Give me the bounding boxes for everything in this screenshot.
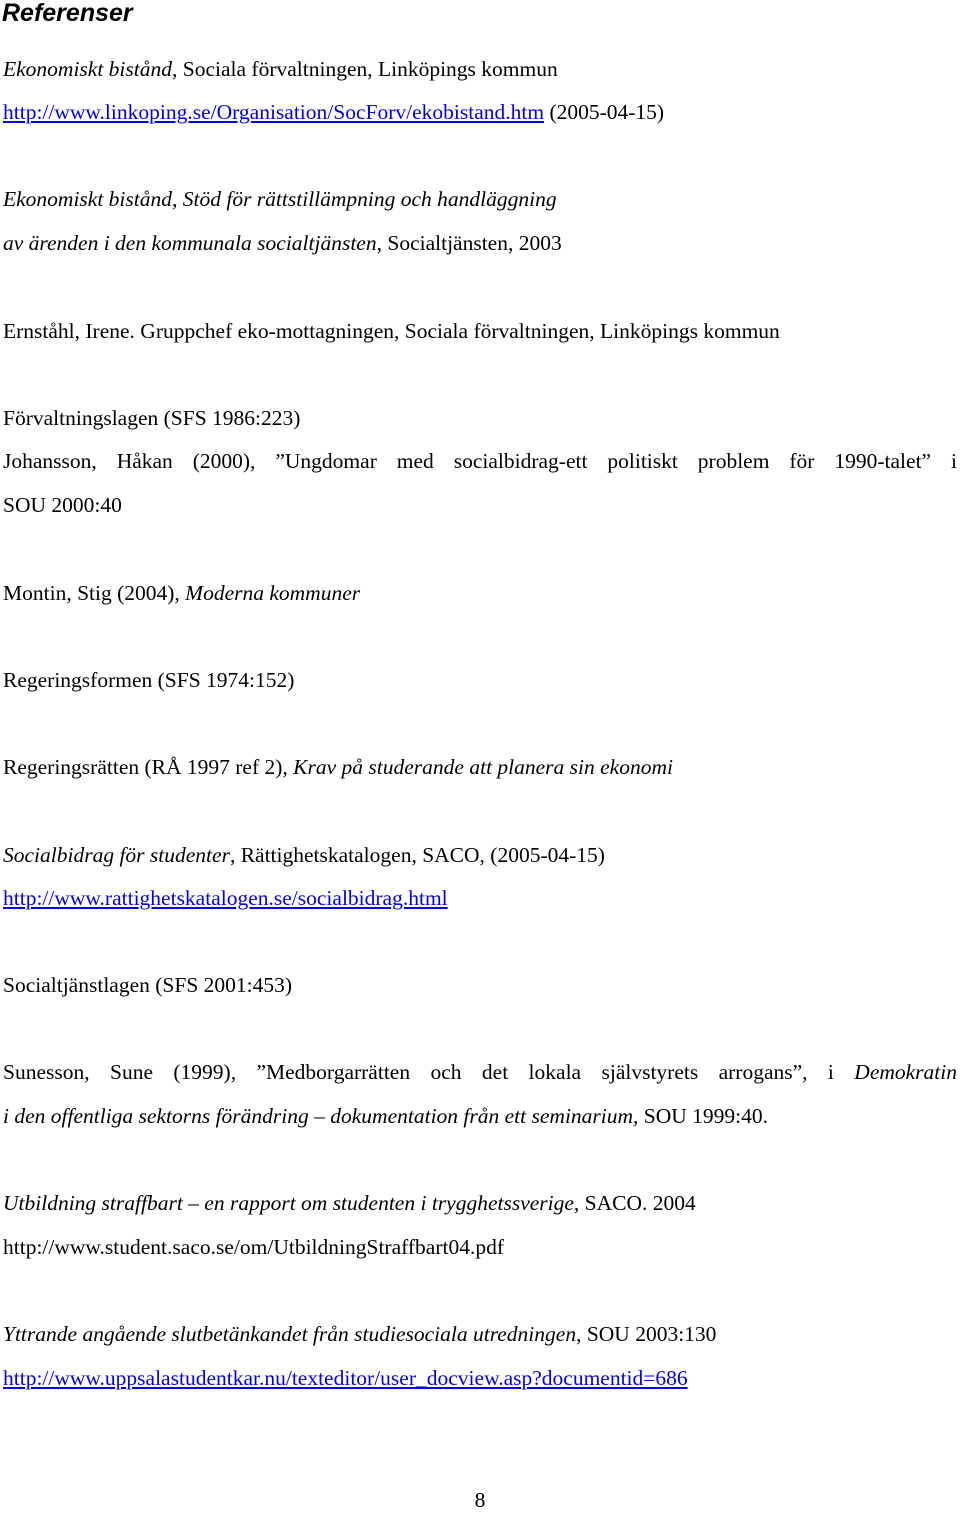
reference-sunesson bbox=[3, 1059, 957, 1085]
reference-author: Sunesson, Sune (1999), ”Medborgarrätten och det lokala självstyrets arrogans”, i bbox=[3, 1060, 855, 1084]
reference-line: SOU 2000:40 bbox=[3, 493, 122, 517]
reference-socialtjanstlagen: Socialtjänstlagen (SFS 2001:453) bbox=[3, 973, 293, 997]
reference-ekonomiskt-bistand-stod bbox=[3, 186, 557, 212]
reference-title: Moderna kommuner bbox=[185, 581, 361, 605]
uppsalastudentkar-url-link[interactable]: http://www.uppsalastudentkar.nu/texteditor/user_docview.asp?documentid=686 bbox=[3, 1366, 688, 1390]
reference-title: av ärenden i den kommunala socialtjänsten bbox=[3, 231, 377, 255]
reference-montin bbox=[3, 580, 360, 606]
reference-line bbox=[3, 1103, 768, 1129]
reference-yttrande bbox=[3, 1321, 716, 1347]
reference-title: Krav på studerande att planera sin ekonomi bbox=[293, 755, 673, 779]
reference-title: Demokratin bbox=[854, 1060, 957, 1084]
rattighetskatalogen-url-link[interactable]: http://www.rattighetskatalogen.se/socialbidrag.html bbox=[3, 886, 448, 910]
reference-title: Socialbidrag för studenter bbox=[3, 843, 230, 867]
reference-author: Montin, Stig (2004), bbox=[3, 581, 186, 605]
reference-url-line bbox=[3, 1234, 504, 1260]
reference-url-line bbox=[3, 885, 448, 911]
reference-title: Utbildning straffbart – en rapport om studenten i trygghetssverige bbox=[3, 1191, 574, 1215]
reference-title: Yttrande angående slutbetänkandet från studiesociala utredningen bbox=[3, 1322, 577, 1346]
reference-url-line bbox=[3, 99, 664, 125]
reference-text: , Rättighetskatalogen, SACO, (2005-04-15) bbox=[229, 843, 605, 867]
reference-line bbox=[3, 230, 562, 256]
reference-text: , SOU 1999:40. bbox=[633, 1104, 769, 1128]
reference-text: , Sociala förvaltningen, Linköpings kommun bbox=[172, 57, 558, 81]
reference-forvaltningslagen: Förvaltningslagen (SFS 1986:223) bbox=[3, 406, 301, 430]
reference-regeringsformen: Regeringsformen (SFS 1974:152) bbox=[3, 668, 295, 692]
reference-socialbidrag-studenter bbox=[3, 842, 605, 868]
page-number: 8 bbox=[474, 1488, 486, 1512]
reference-text: , Socialtjänsten, 2003 bbox=[376, 231, 562, 255]
saco-url-link[interactable]: http://www.student.saco.se/om/UtbildningStraffbart04.pdf bbox=[3, 1235, 505, 1259]
reference-title: Ekonomiskt bistånd, Stöd för rättstillämpning och handläggning bbox=[3, 187, 557, 211]
reference-ekonomiskt-bistand-linkoping bbox=[3, 56, 558, 82]
linkoping-url-link[interactable]: http://www.linkoping.se/Organisation/SocForv/ekobistand.htm bbox=[3, 100, 545, 124]
reference-title: i den offentliga sektorns förändring – dokumentation från ett seminarium bbox=[3, 1104, 634, 1128]
reference-date: (2005-04-15) bbox=[544, 100, 665, 124]
reference-johansson: Johansson, Håkan (2000), ”Ungdomar med socialbidrag-ett politiskt problem för 1990-talet” i bbox=[3, 449, 957, 473]
reference-text: , SACO. 2004 bbox=[573, 1191, 696, 1215]
reference-utbildning-straffbart bbox=[3, 1190, 696, 1216]
reference-ernstahl: Ernståhl, Irene. Gruppchef eko-mottagningen, Sociala förvaltningen, Linköpings kommun bbox=[3, 319, 780, 343]
page-heading: Referenser bbox=[2, 0, 133, 27]
reference-title: Ekonomiskt bistånd bbox=[3, 57, 172, 81]
reference-url-line bbox=[3, 1365, 688, 1391]
reference-text: , SOU 2003:130 bbox=[576, 1322, 717, 1346]
reference-regeringsratten bbox=[3, 754, 673, 780]
reference-author: Regeringsrätten (RÅ 1997 ref 2), bbox=[3, 755, 294, 779]
